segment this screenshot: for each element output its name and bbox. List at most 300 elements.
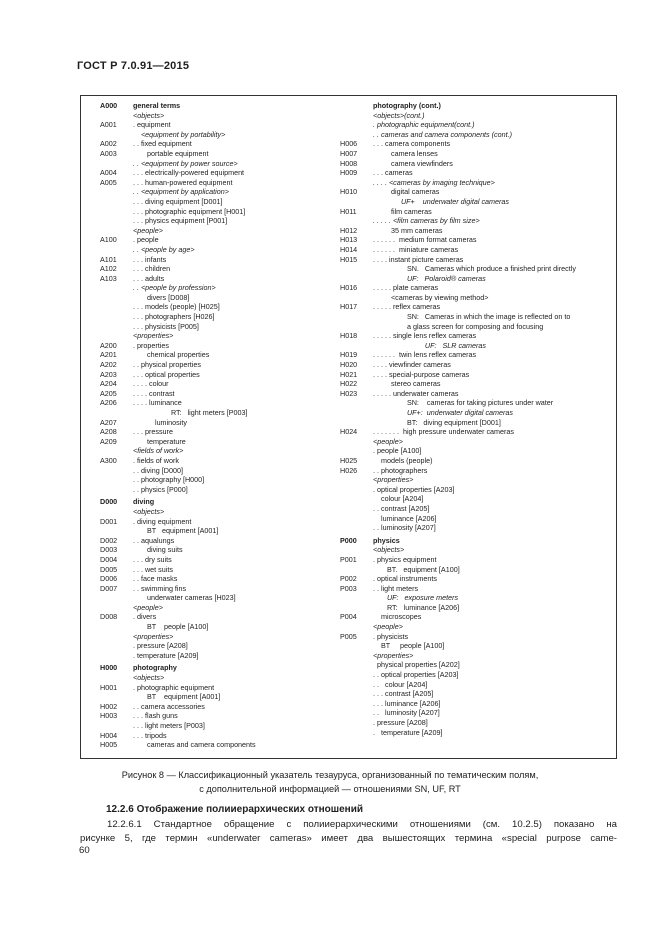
facet-row <box>100 507 352 517</box>
term-text: . . . . <cameras by imaging technique> <box>373 177 495 187</box>
paragraph-line-1: 12.2.6.1 Стандартное обращение с полииерархическими отношениями (см. 10.2.5) показано на <box>107 819 617 830</box>
term-text: SN: Cameras in which the image is reflected on to <box>373 312 571 322</box>
term-text: . . . models (people) [H025] <box>133 302 220 312</box>
term-code: A300 <box>100 455 117 465</box>
term-row <box>340 603 614 613</box>
category-row <box>100 101 352 111</box>
term-text: . pressure [A208] <box>373 718 428 727</box>
term-text: . . light meters <box>373 583 419 593</box>
term-text: . . . . . . miniature cameras <box>373 244 459 254</box>
term-row <box>340 514 614 524</box>
term-text: . . fixed equipment <box>133 139 192 149</box>
term-text: . . . . . . . high pressure underwater cameras <box>373 427 515 437</box>
caption-line-1: Рисунок 8 — Классификационный указатель тезауруса, организованный по тематическим полям, <box>121 770 539 780</box>
term-row <box>100 398 352 408</box>
term-row <box>340 612 614 622</box>
term-text: . optical properties [A203] <box>373 484 455 494</box>
term-row <box>100 178 352 188</box>
term-code: D002 <box>100 535 118 545</box>
body-paragraph <box>80 818 617 845</box>
term-text: . . . . . plate cameras <box>373 283 439 293</box>
term-text: . . <equipment by application> <box>133 187 229 197</box>
term-text: . . . . luminance <box>133 398 182 408</box>
term-text: . temperature [A209] <box>133 650 199 660</box>
term-code: H012 <box>340 225 358 235</box>
term-row <box>340 456 614 466</box>
term-code: P001 <box>340 554 357 564</box>
term-text: . . <people by age> <box>133 244 195 254</box>
term-text: . . . infants <box>133 254 167 264</box>
term-row <box>100 139 352 149</box>
term-code: H010 <box>340 187 358 197</box>
term-text: . . physical properties <box>133 360 201 370</box>
term-text: <properties> <box>373 475 414 485</box>
term-code: H026 <box>340 465 358 475</box>
term-text: . properties <box>133 340 169 350</box>
term-row <box>340 264 614 274</box>
facet-row <box>100 603 352 613</box>
term-text: physical properties [A202] <box>373 660 460 670</box>
term-code: D001 <box>100 516 118 526</box>
term-row <box>100 341 352 351</box>
term-text: . people <box>133 235 159 245</box>
term-code: A103 <box>100 273 117 283</box>
left-column <box>100 101 352 750</box>
term-code: H016 <box>340 283 358 293</box>
term-row <box>340 226 614 236</box>
term-row <box>100 565 352 575</box>
term-row <box>340 504 614 514</box>
term-row <box>340 728 614 738</box>
term-row <box>100 485 352 495</box>
term-row <box>100 293 352 303</box>
term-code: A002 <box>100 139 117 149</box>
term-text: physics <box>373 535 400 545</box>
term-row <box>100 437 352 447</box>
term-text: . . camera accessories <box>133 701 205 711</box>
term-row <box>340 370 614 380</box>
term-row <box>340 322 614 332</box>
term-code: D008 <box>100 612 118 622</box>
term-code: H023 <box>340 388 358 398</box>
term-text: BT people [A100] <box>133 622 209 632</box>
right-column <box>340 101 614 737</box>
term-row <box>340 139 614 149</box>
term-text: . . . tripods <box>133 730 167 740</box>
term-text: <fields of work> <box>133 446 184 456</box>
term-row <box>100 197 352 207</box>
term-text: <properties> <box>133 631 174 641</box>
term-row <box>100 740 352 750</box>
term-text: . . . dry suits <box>133 554 172 564</box>
term-row <box>340 523 614 533</box>
term-text: luminosity <box>133 417 187 427</box>
term-row <box>100 574 352 584</box>
term-text: photography <box>133 663 177 673</box>
term-text: . . aqualungs <box>133 535 175 545</box>
term-text: <equipment by portability> <box>133 129 226 139</box>
term-row <box>340 302 614 312</box>
facet-row <box>100 331 352 341</box>
document-header: ГОСТ Р 7.0.91—2015 <box>77 60 190 72</box>
term-row <box>340 427 614 437</box>
term-code: H002 <box>100 701 118 711</box>
term-text: . . . . contrast <box>133 388 175 398</box>
term-text: 35 mm cameras <box>373 225 443 235</box>
term-text: . . . . . underwater cameras <box>373 388 459 398</box>
term-text: diving <box>133 497 155 507</box>
term-row <box>340 389 614 399</box>
term-row <box>100 120 352 130</box>
facet-row <box>340 622 614 632</box>
term-code: H007 <box>340 148 358 158</box>
term-row <box>340 149 614 159</box>
term-text: . . cameras and camera components (cont.) <box>373 129 513 139</box>
facet-row <box>340 437 614 447</box>
facet-row <box>340 111 614 121</box>
term-row <box>340 555 614 565</box>
term-text: . . . optical properties <box>133 369 200 379</box>
term-text: <objects>(cont.) <box>373 110 425 120</box>
term-code: P003 <box>340 583 357 593</box>
term-text: . . . light meters [P003] <box>133 721 205 730</box>
facet-row <box>340 651 614 661</box>
term-code: A100 <box>100 235 117 245</box>
term-row <box>100 322 352 332</box>
term-text: divers [D008] <box>133 292 190 302</box>
term-text: . . luminosity [A207] <box>373 708 440 718</box>
term-code: H015 <box>340 254 358 264</box>
term-row <box>100 418 352 428</box>
term-text: BT: diving equipment [D001] <box>373 417 501 427</box>
term-code: D006 <box>100 574 118 584</box>
facet-row <box>100 632 352 642</box>
term-code: H014 <box>340 244 358 254</box>
term-code: H009 <box>340 168 358 178</box>
term-text: <properties> <box>133 331 174 341</box>
term-row <box>340 446 614 456</box>
section-heading: 12.2.6 Отображение полииерархических отношений <box>106 804 364 815</box>
term-text: . . . diving equipment [D001] <box>133 196 223 206</box>
term-row <box>340 660 614 670</box>
term-row <box>340 379 614 389</box>
term-text: <people> <box>133 602 163 612</box>
term-code: A102 <box>100 264 117 274</box>
term-row <box>100 711 352 721</box>
term-text: . . . . colour <box>133 379 169 389</box>
facet-row <box>100 111 352 121</box>
facet-row <box>100 187 352 197</box>
facet-row <box>340 274 614 284</box>
term-row <box>340 255 614 265</box>
term-text: UF: Polaroid® cameras <box>373 273 486 283</box>
term-text: . divers <box>133 612 157 622</box>
term-row <box>100 651 352 661</box>
term-text: general terms <box>133 101 181 110</box>
term-text: models (people) <box>373 455 433 465</box>
term-text: SN: cameras for taking pictures under water <box>373 398 554 408</box>
term-code: A206 <box>100 398 117 408</box>
term-code: H017 <box>340 302 358 312</box>
term-text: SN. Cameras which produce a finished print directly <box>373 264 576 274</box>
term-text: . . . adults <box>133 273 165 283</box>
term-row <box>340 574 614 584</box>
term-row <box>100 641 352 651</box>
term-row <box>100 456 352 466</box>
term-text: . . . wet suits <box>133 564 173 574</box>
term-text: . . photography [H000] <box>133 475 205 485</box>
term-code: A201 <box>100 350 117 360</box>
facet-row <box>340 216 614 226</box>
term-row <box>100 302 352 312</box>
term-text: portable equipment <box>133 148 209 158</box>
term-row <box>340 331 614 341</box>
term-text: UF: exposure meters <box>373 593 459 603</box>
term-code: P002 <box>340 574 357 584</box>
term-code: D007 <box>100 583 118 593</box>
term-row <box>100 274 352 284</box>
term-row <box>340 670 614 680</box>
term-text: . . . . viewfinder cameras <box>373 360 451 370</box>
term-code: H022 <box>340 379 358 389</box>
term-row <box>100 545 352 555</box>
term-code: H006 <box>340 139 358 149</box>
term-text: . . . . special-purpose cameras <box>373 369 470 379</box>
term-text: microscopes <box>373 612 422 622</box>
term-row <box>100 255 352 265</box>
term-text: . equipment <box>133 120 171 130</box>
term-text: . . . physics equipment [P001] <box>133 216 228 226</box>
term-text: <people> <box>133 225 163 235</box>
term-text: . . . . . <film cameras by film size> <box>373 216 480 226</box>
term-row <box>100 379 352 389</box>
term-code: D003 <box>100 545 118 555</box>
term-row <box>100 692 352 702</box>
term-code: A005 <box>100 177 117 187</box>
category-row <box>100 497 352 507</box>
term-text: . . colour [A204] <box>373 679 428 689</box>
term-text: . . . . instant picture cameras <box>373 254 464 264</box>
term-text: <objects> <box>133 673 165 683</box>
term-code: A000 <box>100 101 118 110</box>
term-row <box>340 418 614 428</box>
term-row <box>340 312 614 322</box>
term-code: H004 <box>100 730 118 740</box>
term-text: a glass screen for composing and focusing <box>373 321 544 331</box>
term-text: . physicists <box>373 631 409 641</box>
facet-row <box>340 475 614 485</box>
facet-row <box>340 197 614 207</box>
term-row <box>100 408 352 418</box>
term-text: camera viewfinders <box>373 158 453 168</box>
term-code: H013 <box>340 235 358 245</box>
term-text: BT equipment [A001] <box>133 692 221 702</box>
term-text: . . . photographers [H026] <box>133 312 215 322</box>
term-text: . . . cameras <box>373 168 413 178</box>
term-text: . . photographers <box>373 465 428 475</box>
term-text: stereo cameras <box>373 379 441 389</box>
term-text: . . luminosity [A207] <box>373 523 436 533</box>
term-code: A203 <box>100 369 117 379</box>
category-row <box>340 101 614 111</box>
term-code: A204 <box>100 379 117 389</box>
term-text: . . . . . single lens reflex cameras <box>373 331 477 341</box>
category-row <box>100 663 352 673</box>
term-text: . . . children <box>133 264 171 274</box>
term-row <box>340 584 614 594</box>
term-row <box>340 680 614 690</box>
term-row <box>100 721 352 731</box>
term-text: digital cameras <box>373 187 440 197</box>
term-code: A004 <box>100 168 117 178</box>
term-code: H003 <box>100 711 118 721</box>
term-text: . . <equipment by power source> <box>133 158 238 168</box>
term-text: BT people [A100] <box>373 641 445 651</box>
term-code: H024 <box>340 427 358 437</box>
term-text: . photographic equipment(cont.) <box>373 120 475 130</box>
term-text: . . . flash guns <box>133 711 178 721</box>
term-text: . . swimming fins <box>133 583 187 593</box>
term-code: H001 <box>100 682 118 692</box>
term-row <box>340 168 614 178</box>
category-row <box>340 536 614 546</box>
term-text: . . optical properties [A203] <box>373 670 459 680</box>
term-row <box>100 427 352 437</box>
term-text: <objects> <box>373 545 405 555</box>
page-number: 60 <box>79 845 90 856</box>
term-text: . . <people by profession> <box>133 283 216 293</box>
facet-row <box>100 245 352 255</box>
term-code: A205 <box>100 388 117 398</box>
term-row <box>340 718 614 728</box>
term-row <box>100 360 352 370</box>
facet-row <box>340 120 614 130</box>
term-text: RT: light meters [P003] <box>133 408 248 417</box>
term-text: . people [A100] <box>373 446 422 456</box>
thesaurus-figure <box>80 95 617 759</box>
facet-row <box>340 178 614 188</box>
term-text: . . physics [P000] <box>133 484 188 494</box>
term-text: colour [A204] <box>373 494 424 504</box>
term-text: . . . electrically-powered equipment <box>133 168 245 178</box>
term-text: photography (cont.) <box>373 101 441 110</box>
term-row <box>340 293 614 303</box>
term-text: . photographic equipment <box>133 682 215 692</box>
term-text: . . . photographic equipment [H001] <box>133 206 246 216</box>
term-code: A003 <box>100 148 117 158</box>
term-text: . . contrast [A205] <box>373 503 430 513</box>
facet-row <box>100 159 352 169</box>
term-text: . . . pressure <box>133 427 173 437</box>
term-code: P004 <box>340 612 357 622</box>
term-code: H008 <box>340 158 358 168</box>
paragraph-line-2: рисунке 5, где термин «underwater cameras» имеет два вышестоящих термина «special purpose came- <box>80 832 617 844</box>
term-code: H005 <box>100 740 118 750</box>
term-row <box>340 350 614 360</box>
term-row <box>340 283 614 293</box>
term-row <box>340 494 614 504</box>
term-row <box>100 584 352 594</box>
term-row <box>100 612 352 622</box>
term-row <box>100 207 352 217</box>
term-text: . . . physicists [P005] <box>133 321 199 331</box>
term-row <box>340 398 614 408</box>
term-code: A001 <box>100 120 117 130</box>
figure-caption <box>60 768 600 796</box>
term-text: <people> <box>373 622 403 632</box>
term-row <box>100 466 352 476</box>
term-row <box>340 159 614 169</box>
term-row <box>340 235 614 245</box>
term-text: . fields of work <box>133 455 179 465</box>
term-text: luminance [A206] <box>373 513 437 523</box>
term-text: . . . luminance [A206] <box>373 698 441 708</box>
term-code: H021 <box>340 369 358 379</box>
term-text: . . face masks <box>133 574 178 584</box>
term-row <box>100 264 352 274</box>
term-row <box>100 683 352 693</box>
term-text: chemical properties <box>133 350 210 360</box>
term-code: A200 <box>100 340 117 350</box>
caption-line-2: с дополнительной информацией — отношениями SN, UF, RT <box>199 784 461 794</box>
term-row <box>100 216 352 226</box>
term-text: <cameras by viewing method> <box>373 292 489 302</box>
term-text: . . . camera components <box>373 139 451 149</box>
term-code: H018 <box>340 331 358 341</box>
term-code: H011 <box>340 206 357 216</box>
term-text: . temperature [A209] <box>373 727 443 737</box>
facet-row <box>340 593 614 603</box>
term-text: temperature <box>133 436 186 446</box>
term-row <box>100 555 352 565</box>
term-code: A207 <box>100 417 117 427</box>
term-row <box>100 593 352 603</box>
term-text: . optical instruments <box>373 574 437 584</box>
term-code: P005 <box>340 631 357 641</box>
term-code: H020 <box>340 360 358 370</box>
term-row <box>340 187 614 197</box>
term-row <box>100 149 352 159</box>
term-text: camera lenses <box>373 148 438 158</box>
term-text: <properties> <box>373 650 414 660</box>
term-text: <objects> <box>133 110 165 120</box>
term-text: <objects> <box>133 506 165 516</box>
term-text: <people> <box>373 436 403 446</box>
term-code: A101 <box>100 254 117 264</box>
term-code: H019 <box>340 350 358 360</box>
term-text: . . . . . . medium format cameras <box>373 235 477 245</box>
term-text: UF+ underwater digital cameras <box>373 196 510 206</box>
term-text: BT equipment [A001] <box>133 526 219 536</box>
term-row <box>100 526 352 536</box>
facet-row <box>100 446 352 456</box>
term-text: UF+: underwater digital cameras <box>373 408 514 417</box>
term-row <box>100 312 352 322</box>
term-text: UF: SLR cameras <box>373 340 487 350</box>
term-row <box>340 207 614 217</box>
term-text: underwater cameras [H023] <box>133 593 236 603</box>
term-row <box>100 517 352 527</box>
term-text: . . . human-powered equipment <box>133 177 233 187</box>
term-text: . diving equipment <box>133 516 192 526</box>
facet-row <box>100 673 352 683</box>
term-row <box>340 699 614 709</box>
term-code: A202 <box>100 360 117 370</box>
facet-row <box>340 341 614 351</box>
term-text: BT. equipment [A100] <box>373 564 460 574</box>
facet-row <box>100 130 352 140</box>
term-row <box>100 622 352 632</box>
